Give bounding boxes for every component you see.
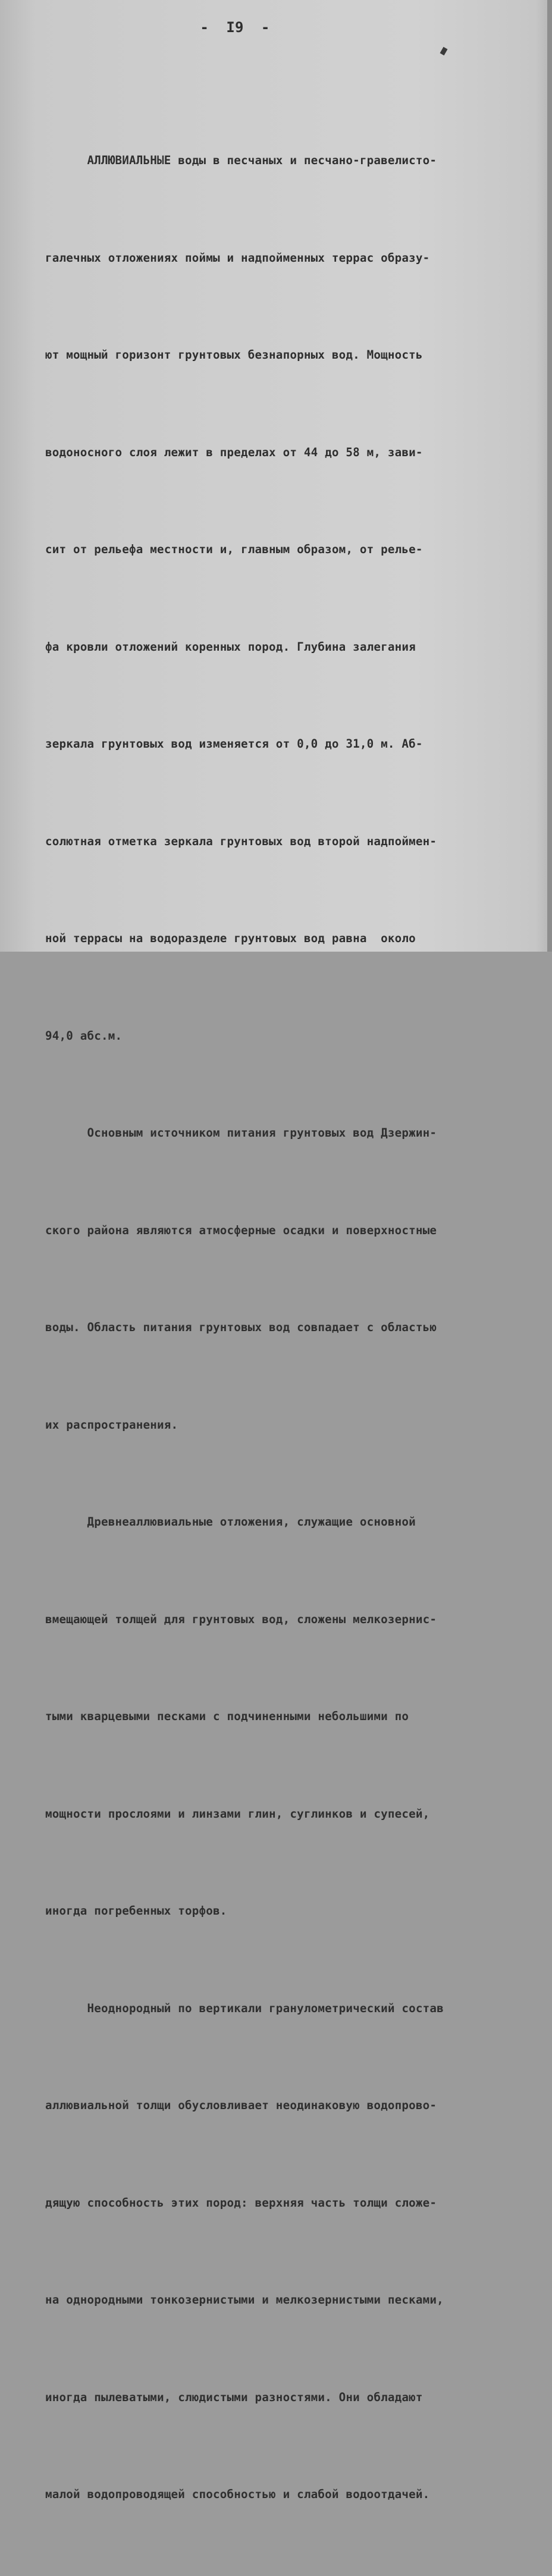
text-line: сит от рельефа местности и, главным образом, от релье- [45,542,423,556]
text-line: ют мощный горизонт грунтовых безнапорных вод. Мощность [45,348,423,362]
text-line: ной террасы на водоразделе грунтовых вод равна около [45,931,416,945]
text-line: малой водопроводящей способностью и слабой водоотдачей. [45,2487,430,2501]
text-line: их распространения. [45,1417,178,1432]
text-line: аллювиальной толщи обусловливает неодинаковую водопрово- [45,2098,437,2112]
page-edge [547,0,552,952]
ink-mark [440,47,448,55]
text-line: зеркала грунтовых вод изменяется от 0,0 до 31,0 м. Аб- [45,737,423,751]
text-line: водоносного слоя лежит в пределах от 44 до 58 м, зави- [45,445,423,459]
text-line: ского района являются атмосферные осадки и поверхностные [45,1223,437,1237]
text-line: 94,0 абс.м. [45,1028,123,1043]
text-line: Древнеаллювиальные отложения, служащие основной [45,1515,416,1529]
text-line: на однородными тонкозернистыми и мелкозернистыми песками, [45,2293,444,2307]
text-line: солютная отметка зеркала грунтовых вод второй надпоймен- [45,834,437,848]
text-line: вмещающей толщей для грунтовых вод, сложены мелкозернис- [45,1612,437,1626]
text-line: Неоднородный по вертикали гранулометрический состав [45,2001,444,2015]
text-line: иногда погребенных торфов. [45,1904,227,1918]
text-line: иногда пылеватыми, слюдистыми разностями. Они обладают [45,2390,423,2404]
text-line: дящую способность этих пород: верхняя часть толщи сложе- [45,2195,437,2210]
page-number: - I9 - [200,19,270,36]
text-line: галечных отложениях поймы и надпойменных террас образу- [45,250,430,265]
text-line: Основным источником питания грунтовых вод Дзержин- [45,1126,437,1140]
text-line: АЛЛЮВИАЛЬНЫЕ воды в песчаных и песчано-гравелисто- [45,153,437,167]
body-text [45,80,444,2576]
text-line: воды. Область питания грунтовых вод совпадает с областью [45,1320,437,1334]
text-line: фа кровли отложений коренных пород. Глубина залегания [45,639,416,654]
text-line: мощности прослоями и линзами глин, суглинков и супесей, [45,1806,430,1821]
text-line: тыми кварцевыми песками с подчиненными небольшими по [45,1709,409,1723]
